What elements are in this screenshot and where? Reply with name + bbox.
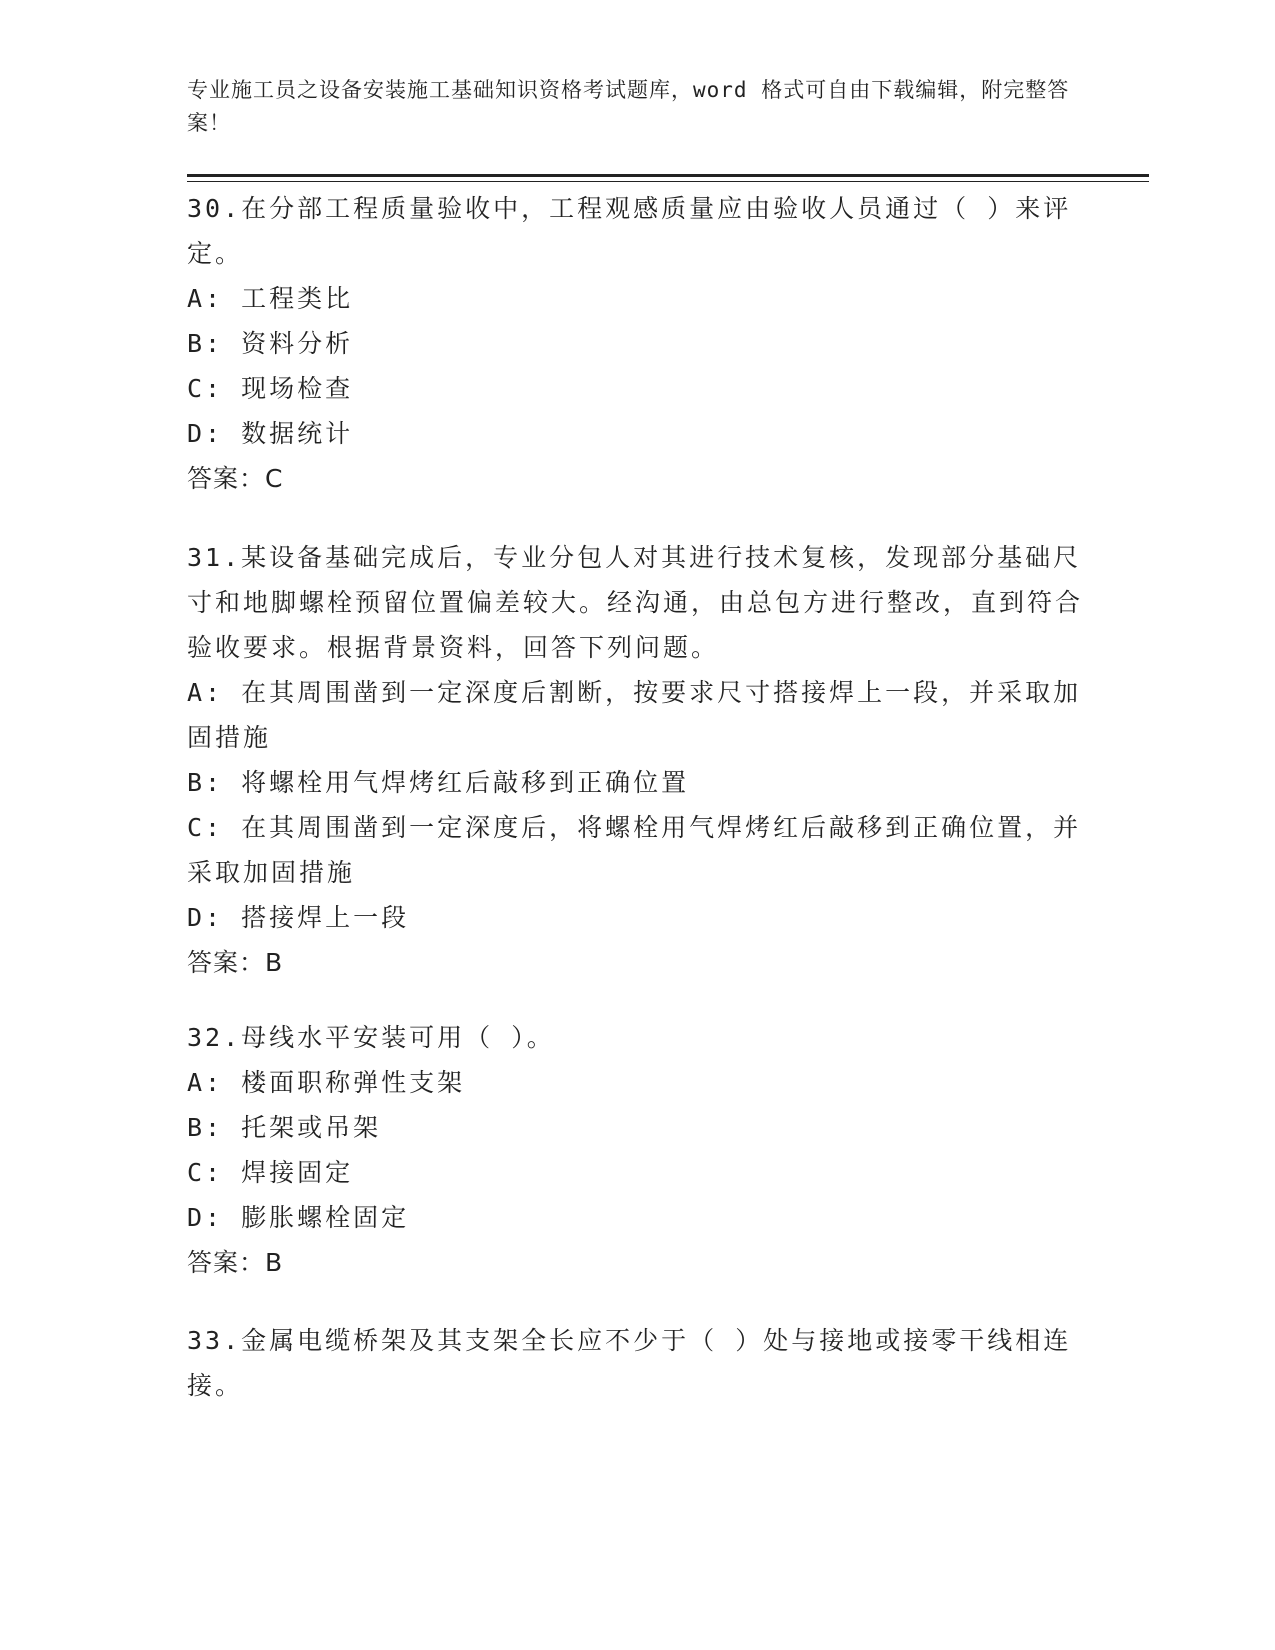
question-stem: 31.某设备基础完成后，专业分包人对其进行技术复核，发现部分基础尺寸和地脚螺栓预留位置偏差较大。经沟通，由总包方进行整改，直到符合验收要求。根据背景资料，回答下列问题。 xyxy=(187,543,1084,662)
question-32 xyxy=(187,1015,1087,1285)
option-a: A: 在其周围凿到一定深度后割断，按要求尺寸搭接焊上一段，并采取加固措施 xyxy=(187,678,1082,752)
question-30 xyxy=(187,186,1087,501)
option-b: B: 托架或吊架 xyxy=(187,1113,382,1142)
option-c: C: 在其周围凿到一定深度后，将螺栓用气焊烤红后敲移到正确位置，并采取加固措施 xyxy=(187,813,1082,887)
option-a: A: 工程类比 xyxy=(187,284,354,313)
option-d: D: 膨胀螺栓固定 xyxy=(187,1203,410,1232)
answer: 答案：B xyxy=(187,948,284,977)
question-33 xyxy=(187,1318,1087,1408)
option-d: D: 搭接焊上一段 xyxy=(187,903,410,932)
question-stem: 33.金属电缆桥架及其支架全长应不少于（ ）处与接地或接零干线相连接。 xyxy=(187,1326,1072,1400)
option-a: A: 楼面职称弹性支架 xyxy=(187,1068,466,1097)
answer: 答案：B xyxy=(187,1248,284,1277)
document-header: 专业施工员之设备安装施工基础知识资格考试题库，word 格式可自由下载编辑，附完整答案！ xyxy=(187,78,1070,135)
option-c: C: 现场检查 xyxy=(187,374,354,403)
option-d: D: 数据统计 xyxy=(187,419,354,448)
header-divider xyxy=(187,174,1149,177)
question-stem: 30.在分部工程质量验收中，工程观感质量应由验收人员通过（ ）来评定。 xyxy=(187,194,1072,268)
option-c: C: 焊接固定 xyxy=(187,1158,354,1187)
option-b: B: 将螺栓用气焊烤红后敲移到正确位置 xyxy=(187,768,690,797)
option-b: B: 资料分析 xyxy=(187,329,354,358)
answer: 答案：C xyxy=(187,464,284,493)
question-31 xyxy=(187,535,1087,985)
question-stem: 32.母线水平安装可用（ ）。 xyxy=(187,1023,555,1052)
header-divider-thin xyxy=(187,181,1149,182)
